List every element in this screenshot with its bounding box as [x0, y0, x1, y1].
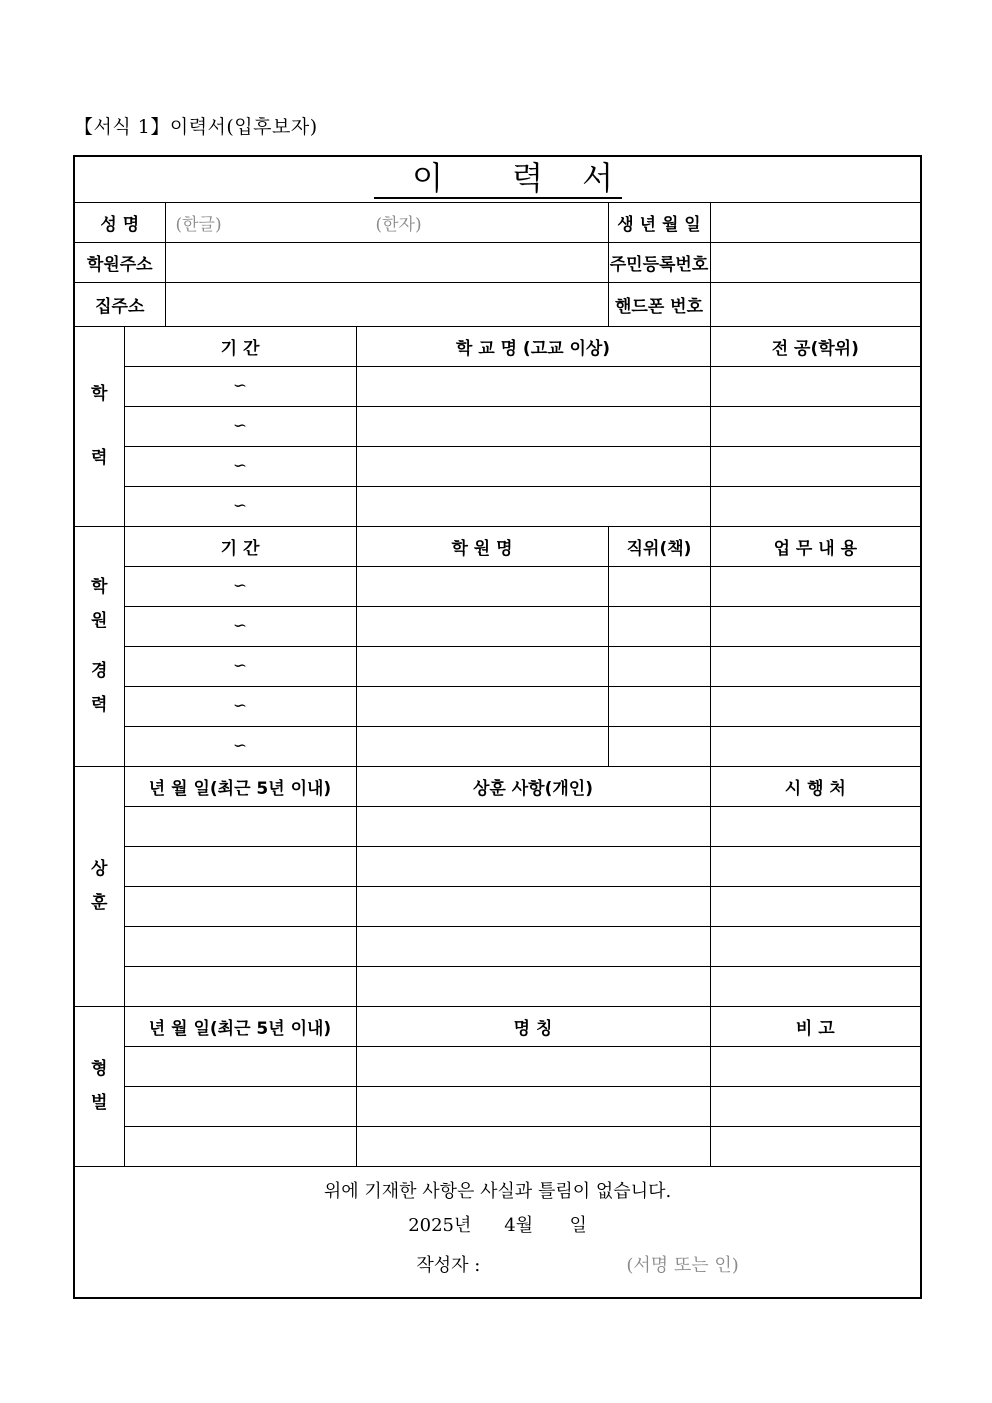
- awards-issuer-cell[interactable]: [710, 806, 921, 846]
- career-duty-header: 업 무 내 용: [710, 526, 921, 566]
- awards-detail-header: 상훈 사항(개인): [356, 766, 710, 806]
- penalty-remark-cell[interactable]: [710, 1086, 921, 1126]
- career-period-cell[interactable]: ∽: [124, 646, 356, 686]
- section-char: 형: [91, 1059, 108, 1079]
- career-period-cell[interactable]: ∽: [124, 566, 356, 606]
- career-position-cell[interactable]: [608, 686, 710, 726]
- education-school-cell[interactable]: [356, 486, 710, 526]
- education-school-cell[interactable]: [356, 406, 710, 446]
- date-year: 2025년: [408, 1214, 472, 1236]
- resident-number-field[interactable]: [710, 242, 921, 282]
- awards-detail-cell[interactable]: [356, 846, 710, 886]
- awards-issuer-header: 시 행 처: [710, 766, 921, 806]
- section-char: 벌: [91, 1093, 108, 1113]
- awards-issuer-cell[interactable]: [710, 886, 921, 926]
- career-position-cell[interactable]: [608, 726, 710, 766]
- section-char: 원: [91, 611, 108, 631]
- title-cell: [74, 156, 921, 202]
- academy-address-field[interactable]: [165, 242, 608, 282]
- career-period-cell[interactable]: ∽: [124, 686, 356, 726]
- writer-line: [75, 1249, 920, 1283]
- awards-date-cell[interactable]: [124, 966, 356, 1006]
- education-period-cell[interactable]: ∽: [124, 406, 356, 446]
- birth-label: 생 년 월 일: [608, 202, 710, 242]
- awards-issuer-cell[interactable]: [710, 846, 921, 886]
- section-char: 학: [91, 384, 108, 404]
- awards-detail-cell[interactable]: [356, 966, 710, 1006]
- education-school-cell[interactable]: [356, 446, 710, 486]
- title-char: 이: [412, 159, 443, 198]
- career-position-cell[interactable]: [608, 646, 710, 686]
- awards-section-label: [74, 766, 124, 1006]
- career-position-header: 직위(책): [608, 526, 710, 566]
- career-period-cell[interactable]: ∽: [124, 606, 356, 646]
- name-label: 성 명: [74, 202, 165, 242]
- education-major-cell[interactable]: [710, 486, 921, 526]
- section-char: 학: [91, 577, 108, 597]
- education-period-cell[interactable]: ∽: [124, 446, 356, 486]
- writer-label: 작성자 :: [416, 1254, 481, 1276]
- name-hanja-hint: (한자): [375, 214, 422, 235]
- section-char: 력: [91, 448, 108, 468]
- education-period-cell[interactable]: ∽: [124, 486, 356, 526]
- penalty-name-cell[interactable]: [356, 1086, 710, 1126]
- awards-date-header: 년 월 일(최근 5년 이내): [124, 766, 356, 806]
- penalty-remark-cell[interactable]: [710, 1046, 921, 1086]
- section-char: 상: [91, 859, 108, 879]
- career-period-cell[interactable]: ∽: [124, 726, 356, 766]
- form-title: [374, 159, 622, 199]
- awards-date-cell[interactable]: [124, 926, 356, 966]
- birth-field[interactable]: [710, 202, 921, 242]
- section-char: 경: [91, 661, 108, 681]
- phone-label: 핸드폰 번호: [608, 282, 710, 326]
- penalty-date-header: 년 월 일(최근 5년 이내): [124, 1006, 356, 1046]
- date-month: 4월: [504, 1214, 534, 1236]
- career-position-cell[interactable]: [608, 566, 710, 606]
- awards-date-cell[interactable]: [124, 886, 356, 926]
- career-section-label: [74, 526, 124, 766]
- career-duty-cell[interactable]: [710, 646, 921, 686]
- declaration-date: [75, 1209, 920, 1243]
- career-duty-cell[interactable]: [710, 566, 921, 606]
- career-position-cell[interactable]: [608, 606, 710, 646]
- home-address-field[interactable]: [165, 282, 608, 326]
- name-hangul-hint: (한글): [175, 214, 222, 235]
- awards-date-cell[interactable]: [124, 846, 356, 886]
- penalty-date-cell[interactable]: [124, 1086, 356, 1126]
- career-duty-cell[interactable]: [710, 606, 921, 646]
- academy-address-label: 학원주소: [74, 242, 165, 282]
- section-char: 훈: [91, 893, 108, 913]
- education-section-label: [74, 326, 124, 526]
- resident-number-label: 주민등록번호: [608, 242, 710, 282]
- career-academy-cell[interactable]: [356, 726, 608, 766]
- penalty-name-header: 명 칭: [356, 1006, 710, 1046]
- penalty-name-cell[interactable]: [356, 1126, 710, 1166]
- declaration-footer: [74, 1166, 921, 1298]
- education-school-cell[interactable]: [356, 366, 710, 406]
- career-academy-cell[interactable]: [356, 646, 608, 686]
- education-major-header: 전 공(학위): [710, 326, 921, 366]
- phone-field[interactable]: [710, 282, 921, 326]
- section-char: 력: [91, 695, 108, 715]
- career-academy-cell[interactable]: [356, 606, 608, 646]
- education-school-header: 학 교 명 (고교 이상): [356, 326, 710, 366]
- penalty-section-label: [74, 1006, 124, 1166]
- awards-detail-cell[interactable]: [356, 886, 710, 926]
- date-day: 일: [569, 1214, 587, 1236]
- title-char: 서: [582, 159, 613, 198]
- penalty-date-cell[interactable]: [124, 1126, 356, 1166]
- penalty-remark-cell[interactable]: [710, 1126, 921, 1166]
- career-duty-cell[interactable]: [710, 726, 921, 766]
- education-period-cell[interactable]: ∽: [124, 366, 356, 406]
- title-char: 력: [512, 159, 543, 198]
- home-address-label: 집주소: [74, 282, 165, 326]
- penalty-name-cell[interactable]: [356, 1046, 710, 1086]
- career-academy-cell[interactable]: [356, 566, 608, 606]
- sign-hint[interactable]: (서명 또는 인): [626, 1254, 739, 1276]
- awards-date-cell[interactable]: [124, 806, 356, 846]
- education-major-cell[interactable]: [710, 366, 921, 406]
- awards-detail-cell[interactable]: [356, 926, 710, 966]
- penalty-remark-header: 비 고: [710, 1006, 921, 1046]
- penalty-date-cell[interactable]: [124, 1046, 356, 1086]
- education-period-header: 기 간: [124, 326, 356, 366]
- career-academy-cell[interactable]: [356, 686, 608, 726]
- resume-form: [73, 155, 922, 1299]
- awards-issuer-cell[interactable]: [710, 926, 921, 966]
- career-academy-header: 학 원 명: [356, 526, 608, 566]
- career-period-header: 기 간: [124, 526, 356, 566]
- education-major-cell[interactable]: [710, 406, 921, 446]
- career-duty-cell[interactable]: [710, 686, 921, 726]
- form-caption: 【서식 1】이력서(입후보자): [74, 116, 318, 138]
- awards-detail-cell[interactable]: [356, 806, 710, 846]
- awards-issuer-cell[interactable]: [710, 966, 921, 1006]
- education-major-cell[interactable]: [710, 446, 921, 486]
- name-field[interactable]: [165, 202, 608, 242]
- declaration-statement: 위에 기재한 사항은 사실과 틀림이 없습니다.: [323, 1180, 672, 1202]
